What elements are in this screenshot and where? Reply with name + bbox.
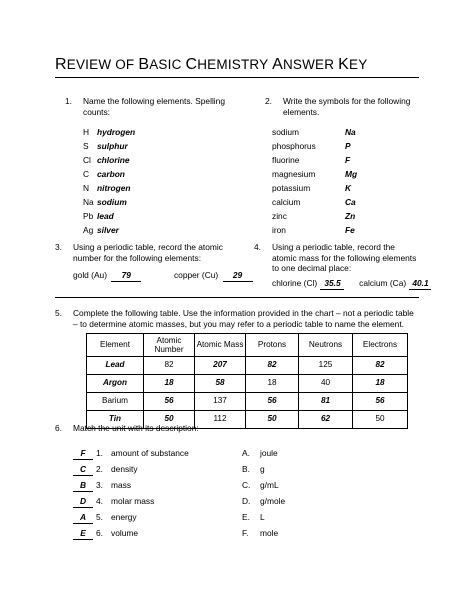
table-row [87, 357, 408, 375]
table-cell: 50 [353, 411, 408, 429]
q1-symbol: Ag [83, 225, 94, 235]
q6-answer-blank: B [73, 480, 93, 492]
table-cell: Barium [87, 393, 144, 411]
q2-answer: P [345, 141, 351, 151]
q6-unit-letter: C. [242, 480, 251, 490]
q5-prompt: Complete the following table. Use the information provided in the chart – not a periodic table – to determine atomic masses, but you may refer to a periodic table to name the element. [73, 308, 414, 329]
table-header-row [87, 334, 408, 357]
q5-number: 5. [55, 308, 62, 318]
q2-answer: Ca [345, 197, 356, 207]
table-cell: 82 [353, 357, 408, 375]
q6-item-number: 6. [96, 528, 103, 538]
table-cell: 125 [299, 357, 353, 375]
q4-a-answer: 35.5 [320, 278, 344, 290]
table-cell: 50 [246, 411, 299, 429]
q1-symbol: Pb [83, 211, 94, 221]
q2-answer: Fe [345, 225, 355, 235]
q3-a-answer: 79 [111, 270, 141, 282]
table-cell: 82 [144, 357, 195, 375]
q6-unit-letter: A. [242, 448, 250, 458]
q6-answer-blank: A [73, 512, 93, 524]
q3-prompt: Using a periodic table, record the atomic number for the following elements: [73, 242, 223, 263]
table-body [87, 357, 408, 429]
q6-unit: g/mole [260, 496, 286, 506]
table-cell: 50 [144, 411, 195, 429]
table-cell: 112 [195, 411, 246, 429]
col-element: Element [87, 334, 144, 357]
q6-item-number: 3. [96, 480, 103, 490]
q1-answer: nitrogen [97, 183, 131, 193]
q1-prompt: Name the following elements. Spelling counts: [83, 96, 225, 117]
col-atomic-mass: Atomic Mass [195, 334, 246, 357]
q6-unit: joule [260, 448, 278, 458]
q6-prompt: Match the unit with its description: [73, 423, 199, 433]
q4-prompt: Using a periodic table, record the atomic mass for the following elements to one decimal place: [272, 242, 417, 273]
q3-b-answer: 29 [223, 270, 253, 282]
q1-answer: sulphur [97, 141, 128, 151]
table-cell: 18 [246, 375, 299, 393]
q1-symbol: H [83, 127, 90, 137]
table-cell: 137 [195, 393, 246, 411]
q2-number: 2. [265, 96, 272, 106]
table-cell: 18 [353, 375, 408, 393]
q2-element-name: fluorine [272, 155, 300, 165]
q2-answer: Zn [345, 211, 356, 221]
element-table [86, 333, 408, 429]
q1-symbol: Na [83, 197, 94, 207]
q1-answer: hydrogen [97, 127, 136, 137]
q1-answer: sodium [97, 197, 127, 207]
q6-description: amount of substance [111, 448, 189, 458]
col-atomic-number: Atomic Number [144, 334, 195, 357]
q6-unit: g [260, 464, 265, 474]
table-cell: 62 [299, 411, 353, 429]
q6-item-number: 2. [96, 464, 103, 474]
table-cell: 207 [195, 357, 246, 375]
q6-description: density [111, 464, 138, 474]
table-cell: Lead [87, 357, 144, 375]
q6-unit: mole [260, 528, 279, 538]
table-cell: 58 [195, 375, 246, 393]
title-divider [55, 77, 419, 78]
q6-answer-blank: F [73, 448, 93, 460]
table-cell: 18 [144, 375, 195, 393]
q1-answer: silver [97, 225, 119, 235]
q6-description: mass [111, 480, 132, 490]
q6-answer-blank: E [73, 528, 93, 540]
q1-symbol: Cl [83, 155, 91, 165]
q2-element-name: calcium [272, 197, 301, 207]
q4-b-label: calcium (Ca) [359, 278, 407, 288]
q6-unit-letter: B. [242, 464, 250, 474]
page-title: REVIEW OF BASIC CHEMISTRY ANSWER KEY [55, 56, 368, 73]
q4-b-answer: 40.1 [409, 278, 431, 290]
q1-symbol: C [83, 169, 90, 179]
col-protons: Protons [246, 334, 299, 357]
q3-b-label: copper (Cu) [173, 270, 219, 280]
q1-answer: chlorine [97, 155, 130, 165]
q4-a-label: chlorine (Cl) [272, 278, 318, 288]
q6-description: energy [111, 512, 137, 522]
q6-unit-letter: E. [242, 512, 250, 522]
q2-element-name: potassium [272, 183, 311, 193]
q6-description: molar mass [111, 496, 155, 506]
q6-unit: g/mL [260, 480, 279, 490]
table-cell: Argon [87, 375, 144, 393]
q1-symbol: N [83, 183, 90, 193]
q2-answer: Na [345, 127, 356, 137]
q4-answer-row [272, 278, 431, 290]
q2-answer: K [345, 183, 352, 193]
q2-element-name: iron [272, 225, 286, 235]
q1-answer: lead [97, 211, 114, 221]
q2-answer: Mg [345, 169, 358, 179]
section-divider [55, 297, 419, 298]
q3-a-label: gold (Au) [73, 270, 107, 280]
q6-unit-letter: D. [242, 496, 251, 506]
table-cell: 81 [299, 393, 353, 411]
q6-number: 6. [55, 423, 62, 433]
col-electrons: Electrons [353, 334, 408, 357]
table-row [87, 375, 408, 393]
q1-symbol: S [83, 141, 89, 151]
table-cell: Tin [87, 411, 144, 429]
q2-element-name: zinc [272, 211, 287, 221]
q2-element-name: magnesium [272, 169, 316, 179]
q6-item-number: 1. [96, 448, 103, 458]
table-cell: 40 [299, 375, 353, 393]
col-neutrons: Neutrons [299, 334, 353, 357]
q6-unit-letter: F. [242, 528, 249, 538]
q6-description: volume [111, 528, 138, 538]
q6-answer-blank: D [73, 496, 93, 508]
q3-answer-row [73, 270, 253, 282]
table-cell: 82 [246, 357, 299, 375]
q2-answer: F [345, 155, 351, 165]
table-row [87, 393, 408, 411]
table-cell: 56 [246, 393, 299, 411]
q1-number: 1. [65, 96, 72, 106]
q6-unit: L [260, 512, 265, 522]
q6-item-number: 4. [96, 496, 103, 506]
q2-prompt: Write the symbols for the following elements. [283, 96, 411, 117]
q2-element-name: phosphorus [272, 141, 316, 151]
q6-answer-blank: C [73, 464, 93, 476]
q2-element-name: sodium [272, 127, 299, 137]
q1-answer: carbon [97, 169, 125, 179]
q3-number: 3. [55, 242, 62, 252]
q6-item-number: 5. [96, 512, 103, 522]
q4-number: 4. [254, 242, 261, 252]
table-cell: 56 [144, 393, 195, 411]
table-cell: 56 [353, 393, 408, 411]
